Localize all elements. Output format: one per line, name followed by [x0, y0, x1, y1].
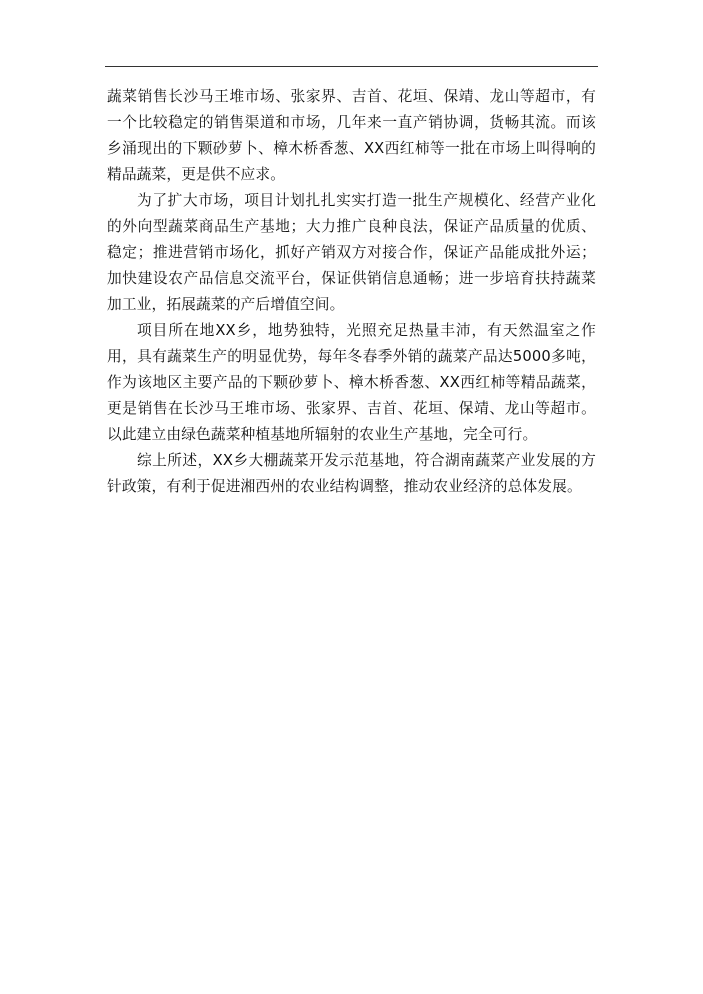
paragraph-conclusion: 综上所述，XX乡大棚蔬菜开发示范基地，符合湖南蔬菜产业发展的方针政策，有利于促进湘西州的农业结构调整，推动农业经济的总体发展。 — [107, 452, 596, 495]
paragraph-continued: 蔬菜销售长沙马王堆市场、张家界、吉首、花垣、保靖、龙山等超市，有一个比较稳定的销售渠道和市场，几年来一直产销协调，货畅其流。而该乡涌现出的下颗砂萝卜、樟木桥香葱、XX西红柿等一批在市场上叫得响的精品蔬菜，更是供不应求。 — [107, 88, 596, 183]
paragraph-location-advantages: 项目所在地XX乡，地势独特，光照充足热量丰沛，有天然温室之作用，具有蔬菜生产的明显优势，每年冬春季外销的蔬菜产品达5000多吨，作为该地区主要产品的下颗砂萝卜、樟木桥香葱、XX西红柿等精品蔬菜，更是销售在长沙马王堆市场、张家界、吉首、花垣、保靖、龙山等超市。以此建立由绿色蔬菜种植基地所辐射的农业生产基地，完全可行。 — [107, 322, 596, 443]
header-rule — [105, 66, 598, 67]
paragraph-market-plan: 为了扩大市场，项目计划扎扎实实打造一批生产规模化、经营产业化的外向型蔬菜商品生产基地；大力推广良种良法，保证产品质量的优质、稳定；推进营销市场化，抓好产销双方对接合作，保证产品能成批外运；加快建设农产品信息交流平台，保证供销信息通畅；进一步培育扶持蔬菜加工业，拓展蔬菜的产后增值空间。 — [107, 192, 596, 313]
document-body — [107, 84, 596, 500]
